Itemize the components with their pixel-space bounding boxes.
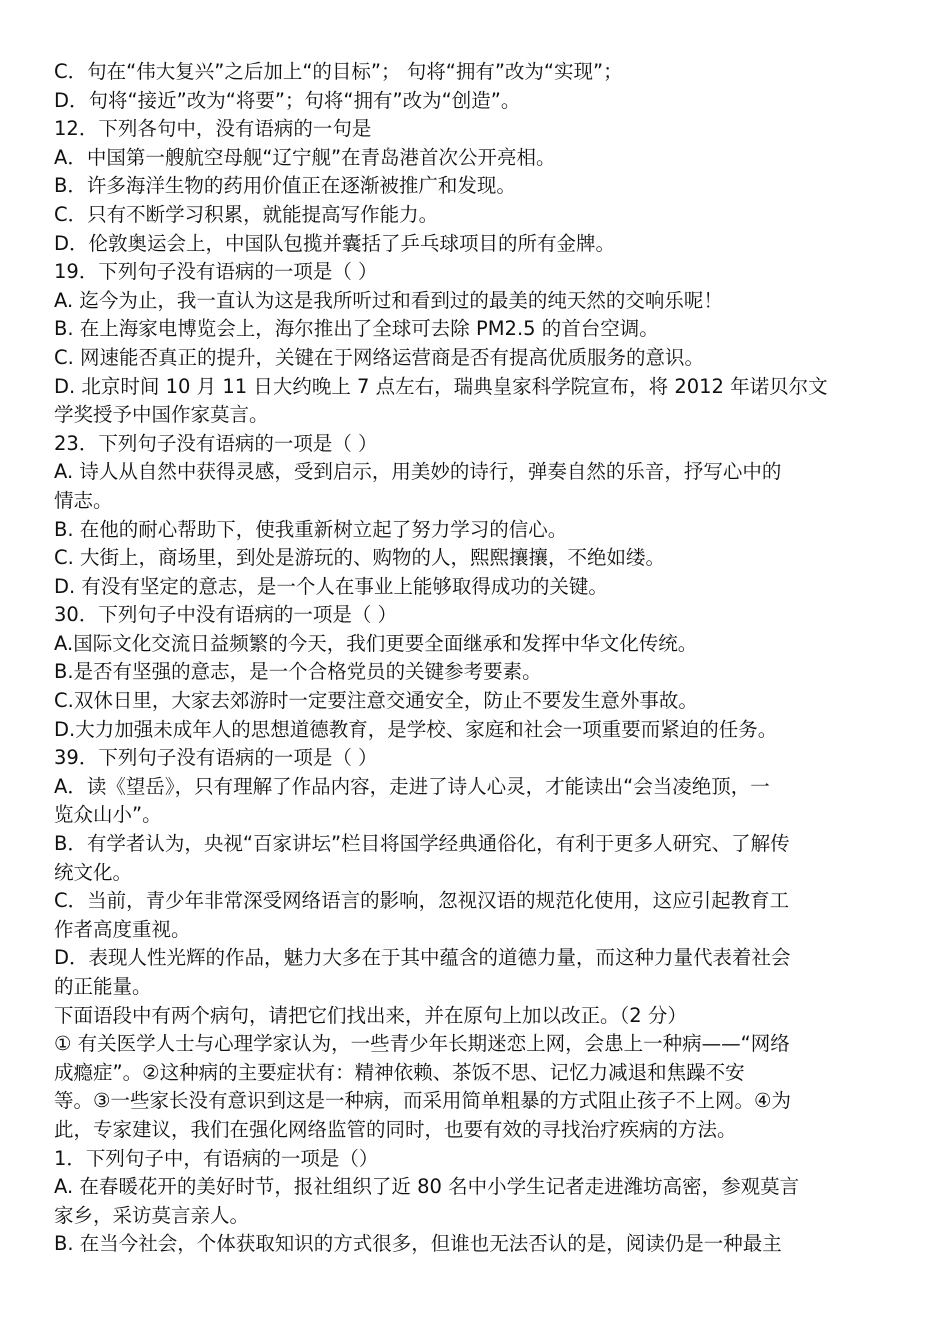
document-page — [54, 58, 900, 1259]
text-line: A．中国第一艘航空母舰“辽宁舰”在青岛港首次公开亮相。 — [54, 145, 556, 169]
text-line: ① 有关医学人士与心理学家认为，一些青少年长期迷恋上网，会患上一种病——“网络 — [54, 1032, 790, 1056]
text-line: 学奖授予中国作家莫言。 — [54, 403, 269, 427]
text-line: C.双休日里，大家去郊游时一定要注意交通安全，防止不要发生意外事故。 — [54, 689, 698, 713]
text-line: 作者高度重视。 — [54, 917, 191, 941]
text-line: C. 大街上，商场里，到处是游玩的、购物的人，熙熙攘攘，不绝如缕。 — [54, 546, 666, 570]
text-line: A. 在春暖花开的美好时节，报社组织了近 80 名中小学生记者走进潍坊高密，参观莫言 — [54, 1175, 800, 1199]
text-line: B．有学者认为，央视“百家讲坛”栏目将国学经典通俗化，有利于更多人研究、了解传 — [54, 832, 790, 856]
text-line: B. 在他的耐心帮助下，使我重新树立起了努力学习的信心。 — [54, 517, 568, 541]
text-line: A．读《望岳》，只有理解了作品内容，走进了诗人心灵，才能读出“会当凌绝顶，一 — [54, 774, 770, 798]
text-line: D. 北京时间 10 月 11 日大约晚上 7 点左右，瑞典皇家科学院宣布，将 2012 年诺贝尔文 — [54, 374, 828, 398]
text-line: A. 迄今为止，我一直认为这是我所听过和看到过的最美的纯天然的交响乐呢！ — [54, 288, 723, 312]
text-line: B. 在当今社会，个体获取知识的方式很多，但谁也无法否认的是，阅读仍是一种最主 — [54, 1232, 782, 1256]
text-line: 30．下列句子中没有语病的一项是（ ） — [54, 603, 398, 627]
text-line: B.是否有坚强的意志，是一个合格党员的关键参考要素。 — [54, 660, 542, 684]
text-line: C．当前，青少年非常深受网络语言的影响，忽视汉语的规范化使用，这应引起教育工 — [54, 889, 790, 913]
text-line: 统文化。 — [54, 860, 133, 884]
text-line: C．句在“伟大复兴”之后加上“的目标”； 句将“拥有”改为“实现”； — [54, 60, 623, 83]
text-line: D．伦敦奥运会上，中国队包揽并囊括了乒乓球项目的所有金牌。 — [54, 231, 616, 255]
text-line: B．许多海洋生物的药用价值正在逐渐被推广和发现。 — [54, 174, 516, 198]
text-line: 39．下列句子没有语病的一项是（ ） — [54, 746, 378, 770]
text-line: C. 网速能否真正的提升，关键在于网络运营商是否有提高优质服务的意识。 — [54, 345, 705, 369]
text-line: 情志。 — [54, 488, 113, 512]
text-line: 19．下列句子没有语病的一项是（ ） — [54, 260, 378, 284]
text-line: 等。③一些家长没有意识到这是一种病，而采用简单粗暴的方式阻止孩子不上网。④为 — [54, 1089, 791, 1113]
text-line: D．句将“接近”改为“将要”；句将“拥有”改为“创造”。 — [54, 88, 521, 112]
text-line: 下面语段中有两个病句，请把它们找出来，并在原句上加以改正。（2 分） — [54, 1003, 687, 1027]
text-line: 家乡，采访莫言亲人。 — [54, 1203, 250, 1227]
text-line: 览众山小”。 — [54, 803, 162, 827]
text-line: D.大力加强未成年人的思想道德教育，是学校、家庭和社会一项重要而紧迫的任务。 — [54, 717, 778, 741]
text-line: D．表现人性光辉的作品，魅力大多在于其中蕴含的道德力量，而这种力量代表着社会 — [54, 946, 791, 970]
text-line: B. 在上海家电博览会上，海尔推出了全球可去除 PM2.5 的首台空调。 — [54, 317, 659, 341]
text-line: D. 有没有坚定的意志，是一个人在事业上能够取得成功的关键。 — [54, 574, 608, 598]
text-line: A.国际文化交流日益频繁的今天，我们更要全面继承和发挥中华文化传统。 — [54, 631, 698, 655]
text-line: A. 诗人从自然中获得灵感，受到启示，用美妙的诗行，弹奏自然的乐音，抒写心中的 — [54, 460, 782, 484]
text-line: 23．下列句子没有语病的一项是（ ） — [54, 431, 378, 455]
text-line: 1．下列句子中，有语病的一项是（） — [54, 1146, 379, 1170]
text-line: 的正能量。 — [54, 975, 152, 998]
text-line: 成瘾症”。②这种病的主要症状有：精神依赖、茶饭不思、记忆力减退和焦躁不安 — [54, 1060, 745, 1084]
text-line: 12．下列各句中，没有语病的一句是 — [54, 117, 372, 141]
text-line: C．只有不断学习积累，就能提高写作能力。 — [54, 202, 439, 226]
text-line: 此，专家建议，我们在强化网络监管的同时，也要有效的寻找治疗疾病的方法。 — [54, 1117, 737, 1141]
